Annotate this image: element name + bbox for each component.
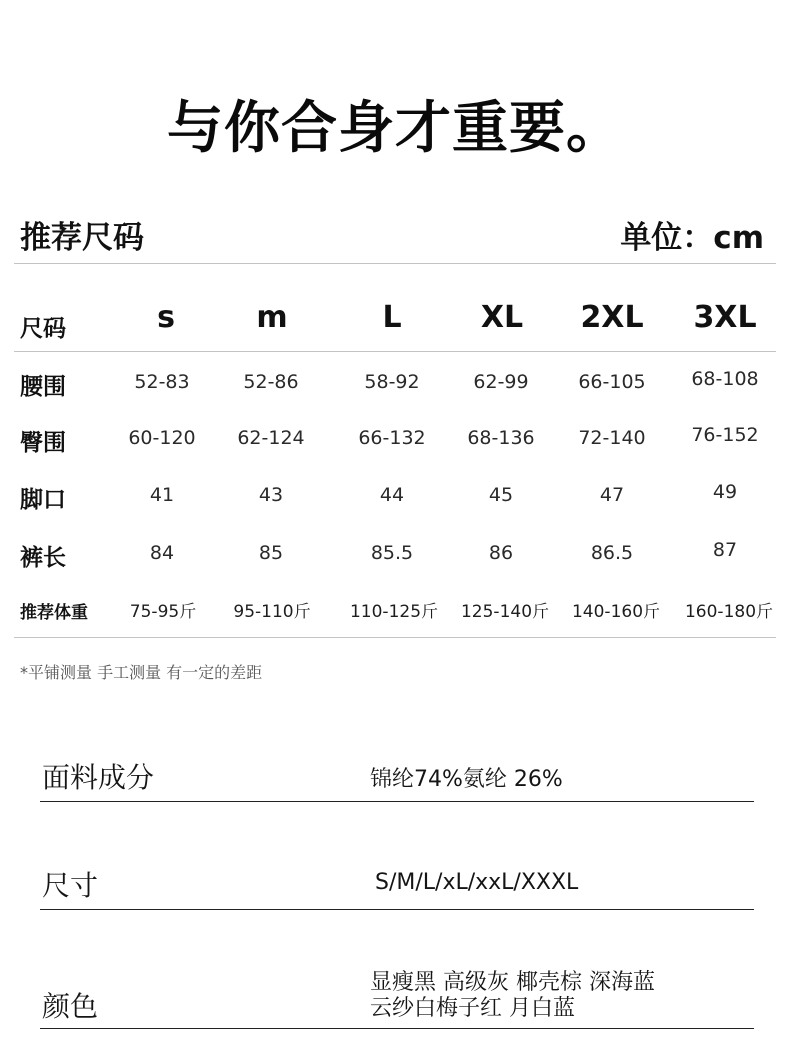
table-cell: 68-136 [467, 427, 535, 449]
spec-underline [40, 1028, 754, 1029]
row-label: 腰围 [20, 374, 66, 400]
table-cell: 52-83 [134, 371, 190, 393]
size-table-heading: 推荐尺码 [20, 220, 144, 256]
table-cell: 52-86 [243, 371, 299, 393]
spec-value: S/M/L/xL/xxL/XXXL [375, 870, 579, 895]
size-header-cell: s [157, 300, 175, 335]
row-label: 臀围 [20, 430, 66, 456]
table-cell: 43 [258, 484, 284, 506]
spec-value: 锦纶74%氨纶 26% [370, 767, 563, 792]
row-label: 裤长 [20, 545, 66, 571]
table-cell: 125-140斤 [460, 602, 550, 622]
spec-label: 颜色 [42, 990, 99, 1023]
size-header-cell: XL [480, 300, 524, 335]
measurement-note: *平铺测量 手工测量 有一定的差距 [20, 663, 263, 682]
table-cell: 44 [379, 484, 405, 506]
table-cell: 86.5 [590, 542, 634, 564]
table-cell: 66-105 [578, 371, 646, 393]
row-label: 脚口 [20, 487, 66, 513]
table-cell: 140-160斤 [571, 602, 661, 622]
spec-underline [40, 909, 754, 910]
table-cell: 60-120 [128, 427, 196, 449]
size-header-cell: L [382, 300, 402, 335]
table-cell: 85.5 [370, 542, 414, 564]
table-cell: 95-110斤 [233, 602, 311, 622]
divider [14, 351, 776, 352]
spec-label: 面料成分 [42, 761, 155, 794]
table-cell: 62-99 [473, 371, 529, 393]
divider [14, 637, 776, 638]
table-cell: 58-92 [364, 371, 420, 393]
table-cell: 110-125斤 [349, 602, 439, 622]
spec-row-size [40, 860, 754, 910]
row-label: 推荐体重 [20, 603, 88, 623]
table-cell: 62-124 [237, 427, 305, 449]
table-cell: 75-95斤 [129, 602, 197, 622]
table-cell: 160-180斤 [684, 602, 774, 622]
table-cell: 87 [712, 539, 738, 561]
table-cell: 68-108 [691, 368, 759, 390]
spec-row-fabric [40, 752, 754, 802]
table-cell: 76-152 [691, 424, 759, 446]
spec-row-color [40, 963, 754, 1029]
table-cell: 85 [258, 542, 284, 564]
table-cell: 45 [488, 484, 514, 506]
spec-label: 尺寸 [42, 869, 99, 902]
spec-value: 显瘦黑 高级灰 椰壳棕 深海蓝 [370, 970, 655, 995]
table-cell: 49 [712, 481, 738, 503]
size-header-cell: m [256, 300, 288, 335]
table-cell: 41 [149, 484, 175, 506]
divider [14, 263, 776, 264]
size-header-cell: 3XL [693, 300, 757, 335]
size-header-cell: 2XL [580, 300, 644, 335]
table-cell: 66-132 [358, 427, 426, 449]
size-header-label: 尺码 [20, 316, 66, 342]
spec-value: 云纱白梅子红 月白蓝 [370, 996, 575, 1021]
page-title: 与你合身才重要。 [167, 96, 623, 161]
table-cell: 47 [599, 484, 625, 506]
unit-label: 单位：cm [620, 220, 764, 256]
table-cell: 84 [149, 542, 175, 564]
table-cell: 86 [488, 542, 514, 564]
table-cell: 72-140 [578, 427, 646, 449]
spec-underline [40, 801, 754, 802]
